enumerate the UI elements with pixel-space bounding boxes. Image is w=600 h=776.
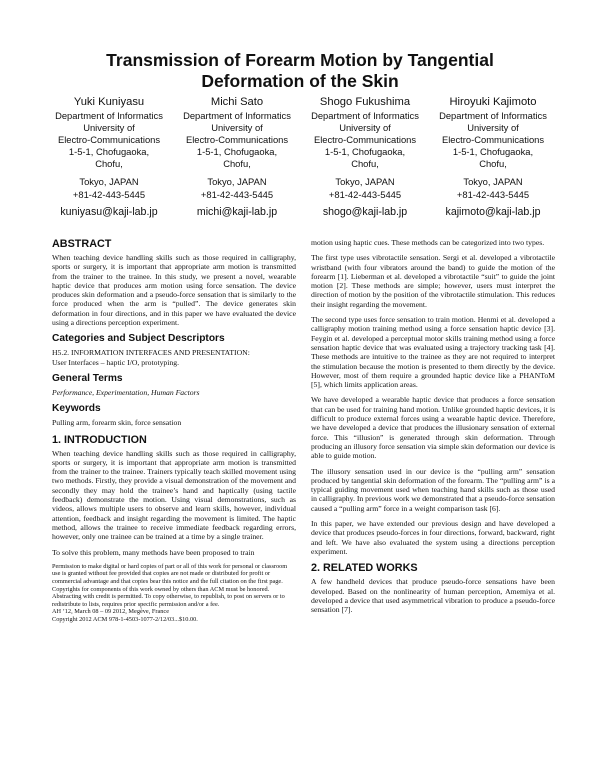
permission-notice: Permission to make digital or hard copies of part or all of this work for personal or classroom use is granted without fee provided that copies are not made or distributed for profit or commercial advantage and that copies bear this notice and the full citation on the first page. Copyrights for components of this work owned by others than ACM must be honored. Abstracting with credit is permitted. To copy otherwise, to republish, to post on servers or to redistribute to lists, requires prior specific permission and/or a fee. bbox=[52, 562, 288, 608]
right-paragraph-6: In this paper, we have extended our previous design and have developed a device that produces pseudo-forces in four directions, forward, backward, right and left. We have also evaluated the system using a directions perception experiment. bbox=[311, 519, 555, 556]
author-addr-2: Chofu, bbox=[479, 158, 507, 170]
intro-paragraph-2: To solve this problem, many methods have been proposed to train bbox=[52, 547, 255, 557]
author-addr-2: Chofu, bbox=[95, 158, 123, 170]
author-dept: Department of Informatics bbox=[311, 110, 419, 121]
author-block bbox=[46, 96, 556, 218]
author-3 bbox=[302, 96, 428, 218]
related-works-heading: 2. RELATED WORKS bbox=[311, 562, 418, 575]
author-email: kajimoto@kaji-lab.jp bbox=[445, 205, 541, 218]
author-name: Hiroyuki Kajimoto bbox=[449, 96, 537, 108]
right-paragraph-3: The second type uses force sensation to train motion. Henmi et al. developed a calligraphy motion training method using a force sensation haptic device [3]. Feygin et al. developed a perceptual motor skills training method using a force sensation haptic device that was evaluated using a trajectory tracking task [4]. These methods are intuitive to the trainee as they are not required to interpret the stimulation because the motion is presented to them directly by the device. However, most of them require a grounded haptic device like a PHANToM [5], which limits application areas. bbox=[311, 315, 555, 390]
author-phone: +81-42-443-5445 bbox=[72, 188, 146, 200]
author-univ-2: Electro-Communications bbox=[185, 134, 289, 146]
author-univ-2: Electro-Communications bbox=[313, 134, 417, 146]
author-addr: 1-5-1, Chofugaoka, bbox=[452, 146, 534, 158]
author-univ-2: Electro-Communications bbox=[441, 134, 545, 146]
author-univ: University of bbox=[83, 122, 135, 134]
author-addr-2: Chofu, bbox=[351, 158, 379, 170]
general-terms-text: Performance, Experimentation, Human Factors bbox=[52, 387, 200, 397]
author-name: Shogo Fukushima bbox=[319, 96, 411, 108]
author-addr: 1-5-1, Chofugaoka, bbox=[68, 146, 150, 158]
author-univ-2: Electro-Communications bbox=[57, 134, 161, 146]
general-terms-heading: General Terms bbox=[52, 372, 123, 384]
author-2 bbox=[174, 96, 300, 218]
author-phone: +81-42-443-5445 bbox=[328, 188, 402, 200]
author-country: Tokyo, JAPAN bbox=[463, 176, 523, 188]
author-addr: 1-5-1, Chofugaoka, bbox=[324, 146, 406, 158]
author-univ: University of bbox=[211, 122, 263, 134]
author-dept: Department of Informatics bbox=[183, 110, 291, 121]
author-dept: Department of Informatics bbox=[55, 110, 163, 121]
left-column bbox=[52, 238, 296, 624]
author-univ: University of bbox=[467, 122, 519, 134]
right-column bbox=[311, 238, 555, 620]
author-addr-2: Chofu, bbox=[223, 158, 251, 170]
related-works-paragraph: A few handheld devices that produce pseudo-force sensations have been developed. Based on the nonlinearity of human perception, Amemiya et al. developed a device that used asymmetrical vibration to produce a pseudo-force sensation [7]. bbox=[311, 577, 555, 615]
author-country: Tokyo, JAPAN bbox=[79, 176, 139, 188]
right-paragraph-4: We have developed a wearable haptic device that produces a force sensation that can be used for training hand motion. Unlike grounded haptic devices, it is difficult to produce external forces using a wearable haptic device. Therefore, we have developed a device that produces the illusionary sensation of external force. This “illusion” is generated through skin deformation. Through producing an illusory force sensation via simple skin deformation our device is able to guide motion. bbox=[311, 395, 555, 461]
right-paragraph-2: The first type uses vibrotactile sensation. Sergi et al. developed a vibrotactile wristband (with four vibrators around the band) to guide the motion of the forearm [1]. Lieberman et al. developed a vibrotactile “suit” to guide the joint motion [2]. These methods are simple; however, users must interpret the direction of motion by the position of the vibrotactile stimulation. This reduces their insight regarding the movement. bbox=[311, 253, 555, 309]
intro-paragraph-1: When teaching device handling skills such as those required in calligraphy, sports or surgery, it is important that appropriate arm motion is transmitted from the trainer to the trainee. Trainers typically teach skilled movement using two methods. Firstly, they provide a visual demonstration of the movement and secondly they may hold the trainee’s hand and haptically (using tactile feedback) demonstrate the motion. Using visual demonstrations, such as videos, allows multiple users to observe and learn skills, however, individual attention, feedback and insight regarding the movement is limited. The haptic method, allows the trainee to receive immediate feedback regarding errors, however, only one trainee can be trained at a time by a single trainer. bbox=[52, 448, 296, 542]
categories-heading: Categories and Subject Descriptors bbox=[52, 333, 225, 345]
right-paragraph-1: motion using haptic cues. These methods can be categorized into two types. bbox=[311, 238, 545, 247]
keywords-heading: Keywords bbox=[52, 403, 101, 415]
author-email: shogo@kaji-lab.jp bbox=[322, 205, 408, 218]
author-dept: Department of Informatics bbox=[439, 110, 547, 121]
permission-block bbox=[52, 563, 296, 624]
author-4 bbox=[430, 96, 556, 218]
author-name: Michi Sato bbox=[210, 96, 264, 108]
author-phone: +81-42-443-5445 bbox=[456, 188, 530, 200]
author-country: Tokyo, JAPAN bbox=[335, 176, 395, 188]
author-name: Yuki Kuniyasu bbox=[73, 96, 145, 108]
title-line-1: Transmission of Forearm Motion by Tangential bbox=[106, 50, 494, 70]
copyright-line: Copyright 2012 ACM 978-1-4503-1077-2/12/03...$10.00. bbox=[52, 615, 198, 623]
author-email: michi@kaji-lab.jp bbox=[196, 205, 278, 218]
categories-line-2: User Interfaces – haptic I/O, prototyping. bbox=[52, 357, 180, 367]
title-line-2: Deformation of the Skin bbox=[201, 71, 399, 91]
conference-info: AH ’12, March 08 – 09 2012, Megève, France bbox=[52, 608, 169, 616]
author-email: kuniyasu@kaji-lab.jp bbox=[60, 205, 158, 218]
author-univ: University of bbox=[339, 122, 391, 134]
author-country: Tokyo, JAPAN bbox=[207, 176, 267, 188]
categories-line-1: H5.2. INFORMATION INTERFACES AND PRESENTATION: bbox=[52, 348, 250, 358]
abstract-text: When teaching device handling skills such as those required in calligraphy, sports or surgery, it is important that appropriate arm motion is transmitted from the trainer to the trainee. In this study, we present a novel, wearable haptic device that produces arm motion using force sensation. The device produces skin deformation and a pseudo-force sensation that is similarly to the force produced when the arm is “pulled”. The device generates skin deformation in four directions, and in this paper we have evaluated the device using a directions perception experiment. bbox=[52, 253, 296, 328]
author-phone: +81-42-443-5445 bbox=[200, 188, 274, 200]
author-1 bbox=[46, 96, 172, 218]
right-paragraph-5: The illusory sensation used in our device is the “pulling arm” sensation produced by tangential skin deformation of the forearm. The “pulling arm” is a typical guiding movement used when teaching hand skills such as those used in calligraphy. In previous work we demonstrated that a pseudo-force sensation caused a “pulling arm” force in a weight comparison task [6]. bbox=[311, 466, 555, 513]
author-addr: 1-5-1, Chofugaoka, bbox=[196, 146, 278, 158]
intro-heading: 1. INTRODUCTION bbox=[52, 433, 147, 446]
keywords-text: Pulling arm, forearm skin, force sensation bbox=[52, 418, 182, 428]
abstract-heading: ABSTRACT bbox=[52, 238, 112, 250]
paper-title bbox=[40, 50, 560, 92]
